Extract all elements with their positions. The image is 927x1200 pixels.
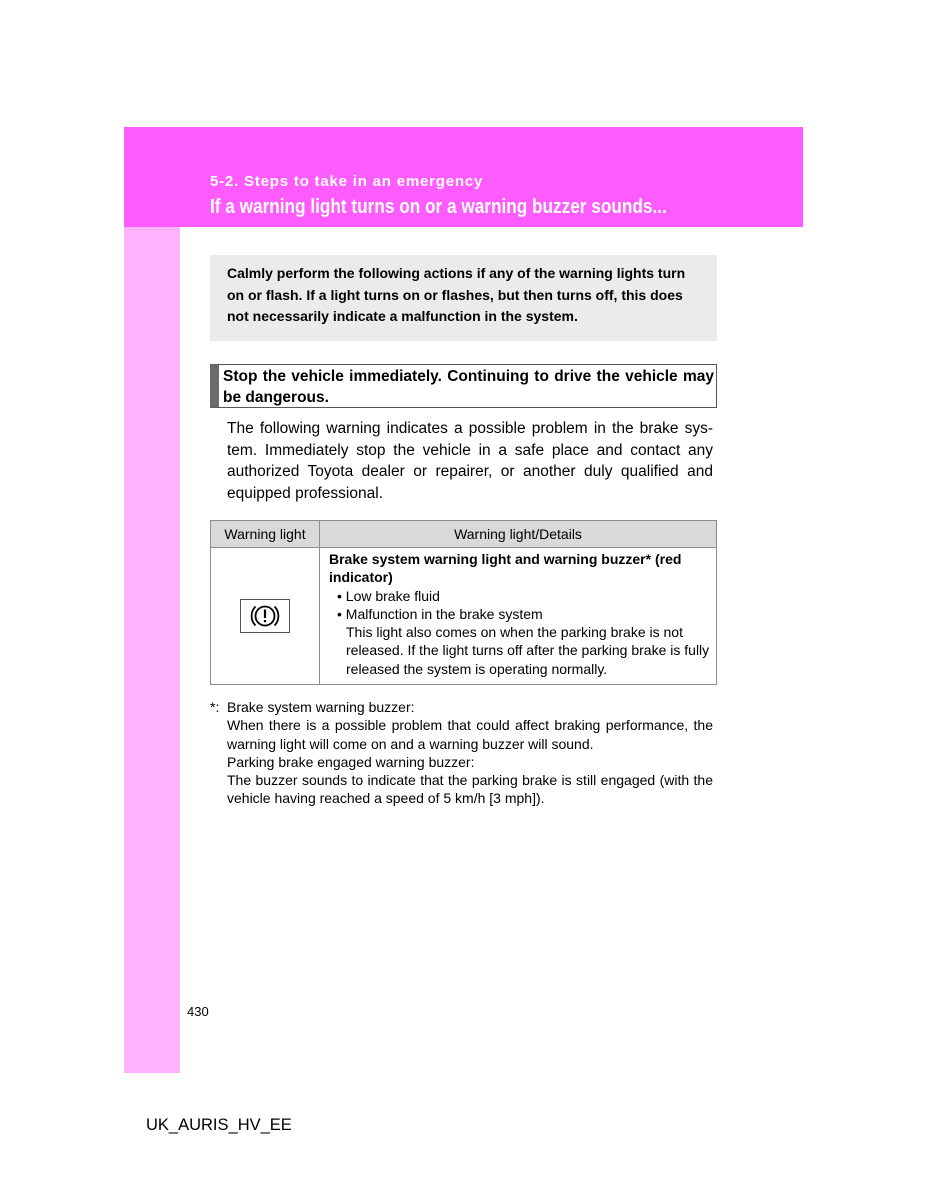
intro-box [210, 255, 717, 341]
warning-light-cell [211, 548, 320, 685]
column-header-details: Warning light/Details [320, 521, 717, 548]
footnote-label: Parking brake engaged warning buzzer: [227, 753, 475, 770]
footnote-label: Brake system warning buzzer: [227, 699, 415, 715]
footnote [210, 698, 713, 808]
footnote-text: The buzzer sounds to indicate that the parking brake is still engaged (with the vehicle having reached a speed of 5 km/h [3 mph]). [227, 772, 713, 807]
details-item: • Low brake fluid [337, 587, 440, 604]
details-item: • Malfunction in the brake system [337, 605, 543, 622]
footnote-marker: *: [210, 699, 220, 715]
intro-line: not necessarily indicate a malfunction in the system. [227, 308, 578, 324]
body-paragraph: The following warning indicates a possible problem in the brake sys-tem. Immediately stop the vehicle in a safe place and contact any authorized Toyota dealer or repairer, or another duly qualified and equipped professional. [227, 420, 713, 502]
details-title: Brake system warning light and warning buzzer* (red indicator) [329, 551, 682, 586]
footnote-text: When there is a possible problem that could affect braking performance, the warning light will come on and a warning buzzer will sound. [227, 717, 713, 752]
side-band [124, 227, 180, 1073]
footnote-first-row [210, 698, 713, 716]
intro-line: Calmly perform the following actions if any of the warning lights turn [227, 265, 686, 281]
warning-heading: Stop the vehicle immediately. Continuing to drive the vehicle may be dangerous. [210, 364, 717, 408]
page-title: If a warning light turns on or a warning buzzer sounds... [210, 196, 667, 218]
page-number: 430 [187, 1004, 209, 1019]
table-row [211, 548, 717, 685]
document-code: UK_AURIS_HV_EE [146, 1116, 292, 1134]
brake-warning-icon [240, 599, 290, 633]
table-header-row [211, 521, 717, 548]
warning-light-table [210, 520, 717, 685]
column-header-warning-light: Warning light [211, 521, 320, 548]
intro-line: on or flash. If a light turns on or flashes, but then turns off, this does [227, 286, 683, 303]
details-cell [320, 548, 717, 685]
section-label: 5-2. Steps to take in an emergency [210, 173, 484, 190]
details-note: This light also comes on when the parking brake is not released. If the light turns off after the parking brake is fully released the system is operating normally. [346, 624, 710, 677]
